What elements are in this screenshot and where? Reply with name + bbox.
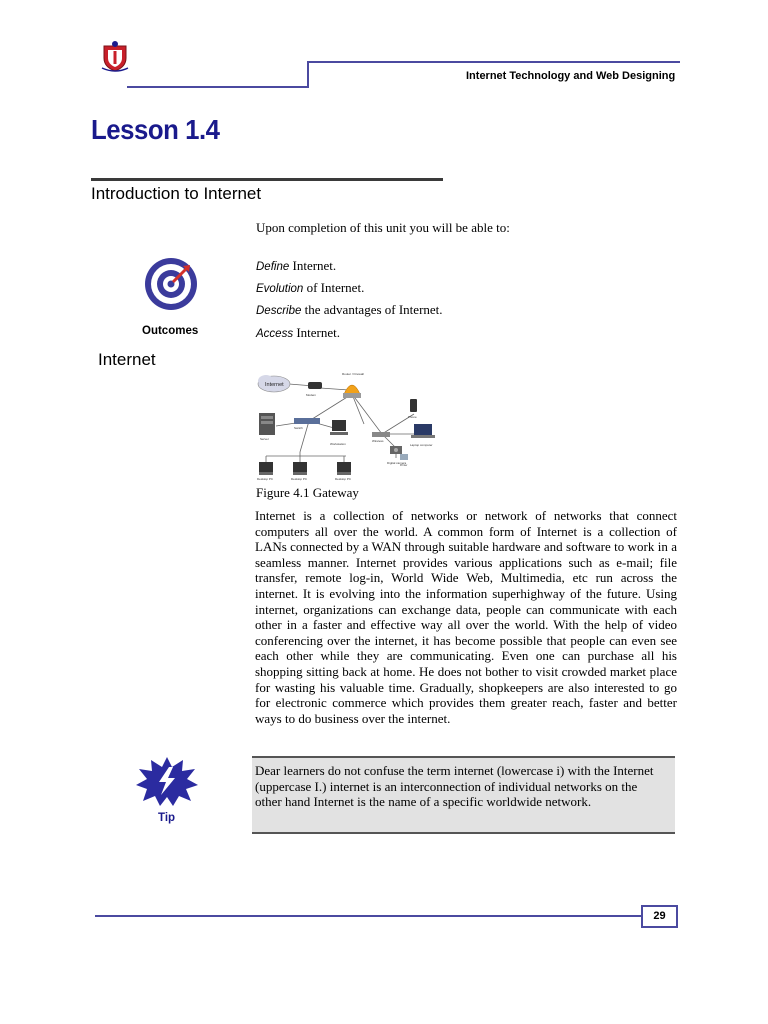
header-rule-step xyxy=(307,61,309,88)
outcome-item xyxy=(256,325,340,341)
figure-label: Desktop PC xyxy=(257,477,274,481)
outcome-item xyxy=(256,258,336,274)
target-icon xyxy=(143,256,199,312)
outcome-verb: Define xyxy=(256,261,290,273)
figure-label: Printer xyxy=(400,464,408,467)
footer-rule xyxy=(95,915,641,917)
figure-label: Desktop PC xyxy=(335,477,352,481)
figure-label: Desktop PC xyxy=(291,477,308,481)
figure-label: Router / Firewall xyxy=(342,372,364,376)
figure-label: Internet xyxy=(265,382,284,388)
figure-label: Digital camera xyxy=(387,461,407,465)
university-logo xyxy=(100,40,130,72)
figure-label: Workstation xyxy=(330,442,346,446)
outcome-item xyxy=(256,302,443,318)
tip-text: Dear learners do not confuse the term internet (lowercase i) with the Internet (uppercase I.) internet is an interconnection of individual networks on the other hand Internet is the name of a specific worldwide network. xyxy=(255,763,654,809)
page-number: 29 xyxy=(641,905,678,928)
figure-label: Server xyxy=(260,437,269,441)
lightning-badge-icon xyxy=(135,755,199,807)
outcomes-intro: Upon completion of this unit you will be able to: xyxy=(256,220,510,235)
internet-paragraph: Internet is a collection of networks or network of networks that connect computers all over the world. A common form of Internet is a collection of LANs connected by a WAN through suitable hardware and software to work in a seamless manner. Internet provides various applications such as e-mail; file transfer, remote log-in, World Wide Web, Multimedia, etc run across the internet. It is evolving into the information superhighway of the future. Using internet, organizations can exchange data, people can communicate with each other in a faster and effective way all over the world. With the help of video conferencing over the internet, it has become possible that people can even see each other while they are communicating. Even one can purchase all his shopping sitting back at home. He does not bother to visit crowded market place for wasting his valuable time. Gradually, shopkeepers are also interested to go for electronic commerce which provides them greater reach, faster and better ways to do business over the internet. xyxy=(255,508,677,726)
header-rule-left xyxy=(127,86,309,88)
outcome-text: of Internet. xyxy=(303,280,365,295)
internet-heading: Internet xyxy=(98,350,156,369)
figure-label: Modem xyxy=(306,393,317,397)
lesson-title: Lesson 1.4 xyxy=(91,114,220,145)
outcome-text: Internet. xyxy=(289,258,337,273)
figure-caption: Figure 4.1 Gateway xyxy=(256,485,359,500)
figure-label: Wireless xyxy=(372,439,384,443)
figure-label: Phone xyxy=(408,415,417,419)
tip-label: Tip xyxy=(158,812,176,824)
network-diagram xyxy=(254,366,444,484)
outcome-verb: Describe xyxy=(256,305,302,317)
outcome-text: the advantages of Internet. xyxy=(301,302,443,317)
outcome-item xyxy=(256,280,364,296)
figure-label: Switch xyxy=(294,426,303,430)
outcome-verb: Evolution xyxy=(256,283,304,295)
section-title: Introduction to Internet xyxy=(91,184,262,203)
outcome-text: Internet. xyxy=(293,325,340,340)
course-title: Internet Technology and Web Designing xyxy=(466,70,676,82)
outcome-verb: Access xyxy=(256,328,294,340)
section-rule xyxy=(91,178,443,181)
outcomes-label: Outcomes xyxy=(142,325,199,337)
figure-label: Laptop computer xyxy=(410,443,433,447)
header-rule-right xyxy=(307,61,680,63)
